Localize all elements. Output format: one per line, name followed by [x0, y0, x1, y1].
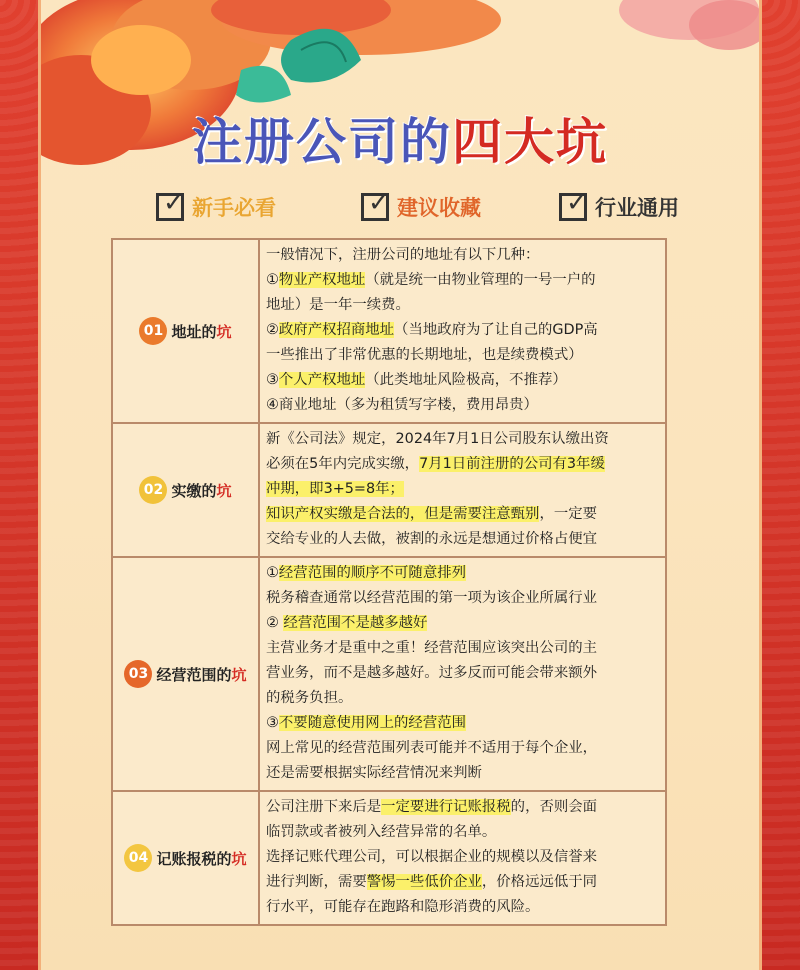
pink-flower-decoration	[579, 0, 759, 70]
text: 营业务，而不是越多越好。过多反而可能会带来额外	[266, 665, 597, 681]
text: （就是统一由物业管理的一号一户的	[365, 272, 596, 288]
description-line	[266, 820, 659, 845]
tag-label: 行业通用	[595, 196, 679, 220]
text: ②	[266, 322, 279, 338]
description-line	[266, 895, 659, 920]
pitfalls-table	[111, 238, 667, 926]
description-line	[266, 243, 659, 268]
description-line	[266, 795, 659, 820]
row-description	[259, 791, 666, 925]
description-line	[266, 393, 659, 418]
highlight-text: 经营范围不是越多越好	[283, 615, 428, 631]
description-line	[266, 845, 659, 870]
checkbox-icon: ✓	[361, 193, 389, 221]
row-title: 实缴的坑	[171, 481, 232, 500]
text: 网上常见的经营范围列表可能并不适用于每个企业，	[266, 740, 597, 756]
highlight-text: 警惕一些低价企业	[366, 874, 482, 890]
tag-must-read	[156, 188, 276, 222]
text: （此类地址风险极高，不推荐）	[365, 372, 567, 388]
description-line	[266, 293, 659, 318]
row-description	[259, 239, 666, 423]
row-title: 地址的坑	[171, 322, 232, 341]
text: 选择记账代理公司，可以根据企业的规模以及信誉来	[266, 849, 597, 865]
row-number-badge: 04	[124, 844, 152, 872]
text: 一些推出了非常优惠的长期地址，也是续费模式）	[266, 347, 583, 363]
highlight-text: 冲期，即3+5=8年；	[266, 481, 404, 497]
text: 还是需要根据实际经营情况来判断	[266, 765, 482, 781]
right-border	[762, 0, 800, 970]
description-line	[266, 502, 659, 527]
title-part1: 注册公司的	[192, 113, 452, 171]
tag-industry-general	[559, 188, 679, 222]
text: 行水平，可能存在跑路和隐形消费的风险。	[266, 899, 540, 915]
text: 交给专业的人去做，被割的永远是想通过价格占便宜	[266, 531, 597, 547]
text: 的税务负担。	[266, 690, 353, 706]
row-number-badge: 01	[139, 317, 167, 345]
text: 公司注册下来后是	[266, 799, 382, 815]
table-row	[112, 239, 666, 423]
left-border	[0, 0, 38, 970]
highlight-text: 不要随意使用网上的经营范围	[278, 715, 466, 731]
text: ，价格远远低于同	[481, 874, 598, 890]
highlight-text: 政府产权招商地址	[278, 322, 395, 338]
description-line	[266, 736, 659, 761]
highlight-text: 7月1日前注册的公司有3年缓	[419, 456, 605, 472]
description-line	[266, 686, 659, 711]
row-label-cell	[112, 423, 259, 557]
description-line	[266, 368, 659, 393]
row-number-badge: 02	[139, 476, 167, 504]
row-label-cell	[112, 557, 259, 791]
page-title	[41, 102, 759, 174]
text: 税务稽查通常以经营范围的第一项为该企业所属行业	[266, 590, 597, 606]
highlight-text: 一定要进行记账报税	[381, 799, 511, 815]
text: ②	[266, 615, 284, 631]
description-line	[266, 661, 659, 686]
description-line	[266, 636, 659, 661]
description-line	[266, 527, 659, 552]
description-line	[266, 870, 659, 895]
text: ③	[266, 372, 279, 388]
description-line	[266, 611, 659, 636]
text: ，一定要	[539, 506, 598, 522]
row-title: 经营范围的坑	[156, 665, 247, 684]
description-line	[266, 452, 659, 477]
text: 新《公司法》规定，2024年7月1日公司股东认缴出资	[266, 431, 609, 447]
row-label-cell	[112, 791, 259, 925]
highlight-text: 物业产权地址	[278, 272, 366, 288]
text: 进行判断，需要	[266, 874, 367, 890]
row-label	[139, 476, 231, 504]
tag-bookmark	[361, 188, 481, 222]
text: ①	[266, 272, 279, 288]
title-part2: 四大坑	[452, 113, 608, 171]
text: 临罚款或者被列入经营异常的名单。	[266, 824, 497, 840]
description-line	[266, 761, 659, 786]
highlight-text: 经营范围的顺序不可随意排列	[278, 565, 466, 581]
text: 地址）是一年一续费。	[266, 297, 410, 313]
text: （当地政府为了让自己的GDP高	[394, 322, 598, 338]
checkbox-icon: ✓	[156, 193, 184, 221]
description-line	[266, 477, 659, 502]
table-row	[112, 791, 666, 925]
text: 一般情况下，注册公司的地址有以下几种：	[266, 247, 540, 263]
tag-label: 建议收藏	[397, 196, 481, 220]
table-row	[112, 557, 666, 791]
description-line	[266, 711, 659, 736]
highlight-text: 知识产权实缴是合法的，但是需要注意甄别	[266, 506, 540, 522]
row-label	[124, 844, 246, 872]
text: ④商业地址（多为租赁写字楼，费用昂贵）	[266, 397, 538, 413]
row-label-cell	[112, 239, 259, 423]
text: 的，否则会面	[510, 799, 598, 815]
text: ①	[266, 565, 279, 581]
row-title: 记账报税的坑	[156, 849, 247, 868]
text: 必须在5年内完成实缴，	[266, 456, 420, 472]
checkbox-icon: ✓	[559, 193, 587, 221]
tag-label: 新手必看	[192, 196, 276, 220]
row-label	[124, 660, 246, 688]
highlight-text: 个人产权地址	[278, 372, 366, 388]
table-row	[112, 423, 666, 557]
text: 主营业务才是重中之重！经营范围应该突出公司的主	[266, 640, 597, 656]
tag-row	[41, 188, 759, 232]
description-line	[266, 586, 659, 611]
description-line	[266, 318, 659, 343]
description-line	[266, 561, 659, 586]
description-line	[266, 427, 659, 452]
row-description	[259, 557, 666, 791]
text: ③	[266, 715, 279, 731]
description-line	[266, 268, 659, 293]
description-line	[266, 343, 659, 368]
row-label	[139, 317, 231, 345]
row-description	[259, 423, 666, 557]
row-number-badge: 03	[124, 660, 152, 688]
